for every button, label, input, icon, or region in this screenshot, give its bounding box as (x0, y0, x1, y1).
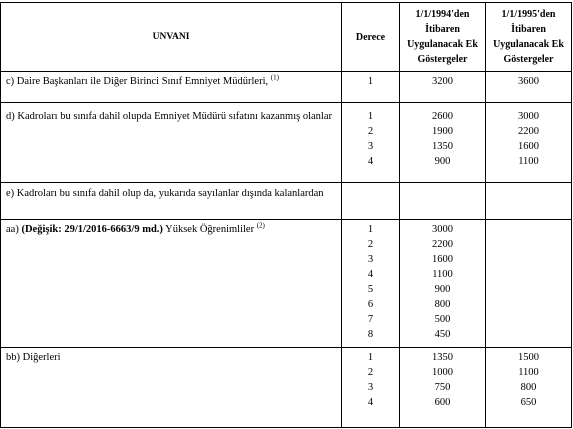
cell-value: 4 (367, 269, 374, 280)
cell-value: 4 (367, 156, 374, 167)
cell-value: 800 (520, 382, 537, 393)
table-row-aa (1, 220, 572, 348)
cell-value: 1500 (518, 352, 539, 363)
row-aa-derece (342, 220, 400, 348)
row-c-1994: 3200 (400, 72, 486, 103)
row-e-1994 (400, 183, 486, 220)
row-c-text: c) Daire Başkanları ile Diğer Birinci Sınıf Emniyet Müdürleri, (6, 76, 271, 87)
cell-value: 1350 (432, 352, 453, 363)
row-aa-1995 (486, 220, 572, 348)
cell-value: 3 (367, 254, 374, 265)
header-1994 (400, 3, 486, 72)
amendment-note: (Değişik: 29/1/2016-6663/9 md.) (21, 224, 163, 235)
row-e-1995 (486, 183, 572, 220)
row-aa-prefix: aa) (6, 224, 22, 235)
row-e-derece (342, 183, 400, 220)
header-1995 (486, 3, 572, 72)
row-bb-derece (342, 348, 400, 428)
footnote-ref: (2) (256, 221, 265, 230)
row-aa-1994 (400, 220, 486, 348)
table-row-bb (1, 348, 572, 428)
cell-value: 1600 (518, 141, 539, 152)
cell-value: 1350 (432, 141, 453, 152)
cell-value: 900 (434, 284, 451, 295)
cell-value: 1100 (518, 367, 539, 378)
cell-value: 1 (367, 111, 374, 122)
cell-value: 600 (434, 397, 451, 408)
cell-value: 6 (367, 299, 374, 310)
cell-value: 5 (367, 284, 374, 295)
header-derece: Derece (342, 3, 400, 72)
row-bb-1994 (400, 348, 486, 428)
cell-value: 1100 (432, 269, 453, 280)
cell-value: 450 (434, 329, 451, 340)
cell-value: 1000 (432, 367, 453, 378)
cell-value: 500 (434, 314, 451, 325)
header-1994-line: 1/1/1994'den (415, 9, 470, 20)
cell-value: 800 (434, 299, 451, 310)
row-bb-unvan: bb) Diğerleri (1, 348, 342, 428)
table-row-c (1, 72, 572, 103)
row-d-1995 (486, 103, 572, 183)
row-c-1995: 3600 (486, 72, 572, 103)
table-row-e (1, 183, 572, 220)
cell-value: 1600 (432, 254, 453, 265)
row-bb-1995 (486, 348, 572, 428)
cell-value: 2600 (432, 111, 453, 122)
cell-value: 3000 (518, 111, 539, 122)
cell-value: 750 (434, 382, 451, 393)
cell-value: 1900 (432, 126, 453, 137)
header-row (1, 3, 572, 72)
header-1994-line: Göstergeler (417, 54, 468, 65)
header-1995-line: 1/1/1995'den (501, 9, 556, 20)
row-c-unvan (1, 72, 342, 103)
cell-value: 2 (367, 126, 374, 137)
cell-value: 2200 (518, 126, 539, 137)
row-aa-text: Yüksek Öğrenimliler (162, 224, 257, 235)
cell-value: 2 (367, 239, 374, 250)
cell-value: 2 (367, 367, 374, 378)
row-d-unvan: d) Kadroları bu sınıfa dahil olupda Emniyet Müdürü sıfatını kazanmış olanlar (1, 103, 342, 183)
cell-value: 1 (367, 352, 374, 363)
cell-value: 2200 (432, 239, 453, 250)
row-c-derece: 1 (342, 72, 400, 103)
cell-value: 3 (367, 141, 374, 152)
header-1995-line: Göstergeler (503, 54, 554, 65)
header-1995-line: İtibaren (511, 24, 546, 35)
cell-value: 650 (520, 397, 537, 408)
cell-value: 1 (367, 224, 374, 235)
cell-value: 1100 (518, 156, 539, 167)
cell-value: 7 (367, 314, 374, 325)
header-1995-line: Uygulanacak Ek (493, 39, 564, 50)
header-1994-line: Uygulanacak Ek (407, 39, 478, 50)
row-d-1994 (400, 103, 486, 183)
row-d-derece (342, 103, 400, 183)
row-e-unvan: e) Kadroları bu sınıfa dahil olup da, yukarıda sayılanlar dışında kalanlardan (1, 183, 342, 220)
header-1994-line: İtibaren (425, 24, 460, 35)
cell-value: 3 (367, 382, 374, 393)
ek-gosterge-table (0, 2, 572, 428)
footnote-ref: (1) (270, 73, 279, 82)
table-row-d (1, 103, 572, 183)
cell-value: 3000 (432, 224, 453, 235)
cell-value: 8 (367, 329, 374, 340)
cell-value: 4 (367, 397, 374, 408)
row-aa-unvan (1, 220, 342, 348)
header-unvan: UNVANI (1, 3, 342, 72)
cell-value: 900 (434, 156, 451, 167)
